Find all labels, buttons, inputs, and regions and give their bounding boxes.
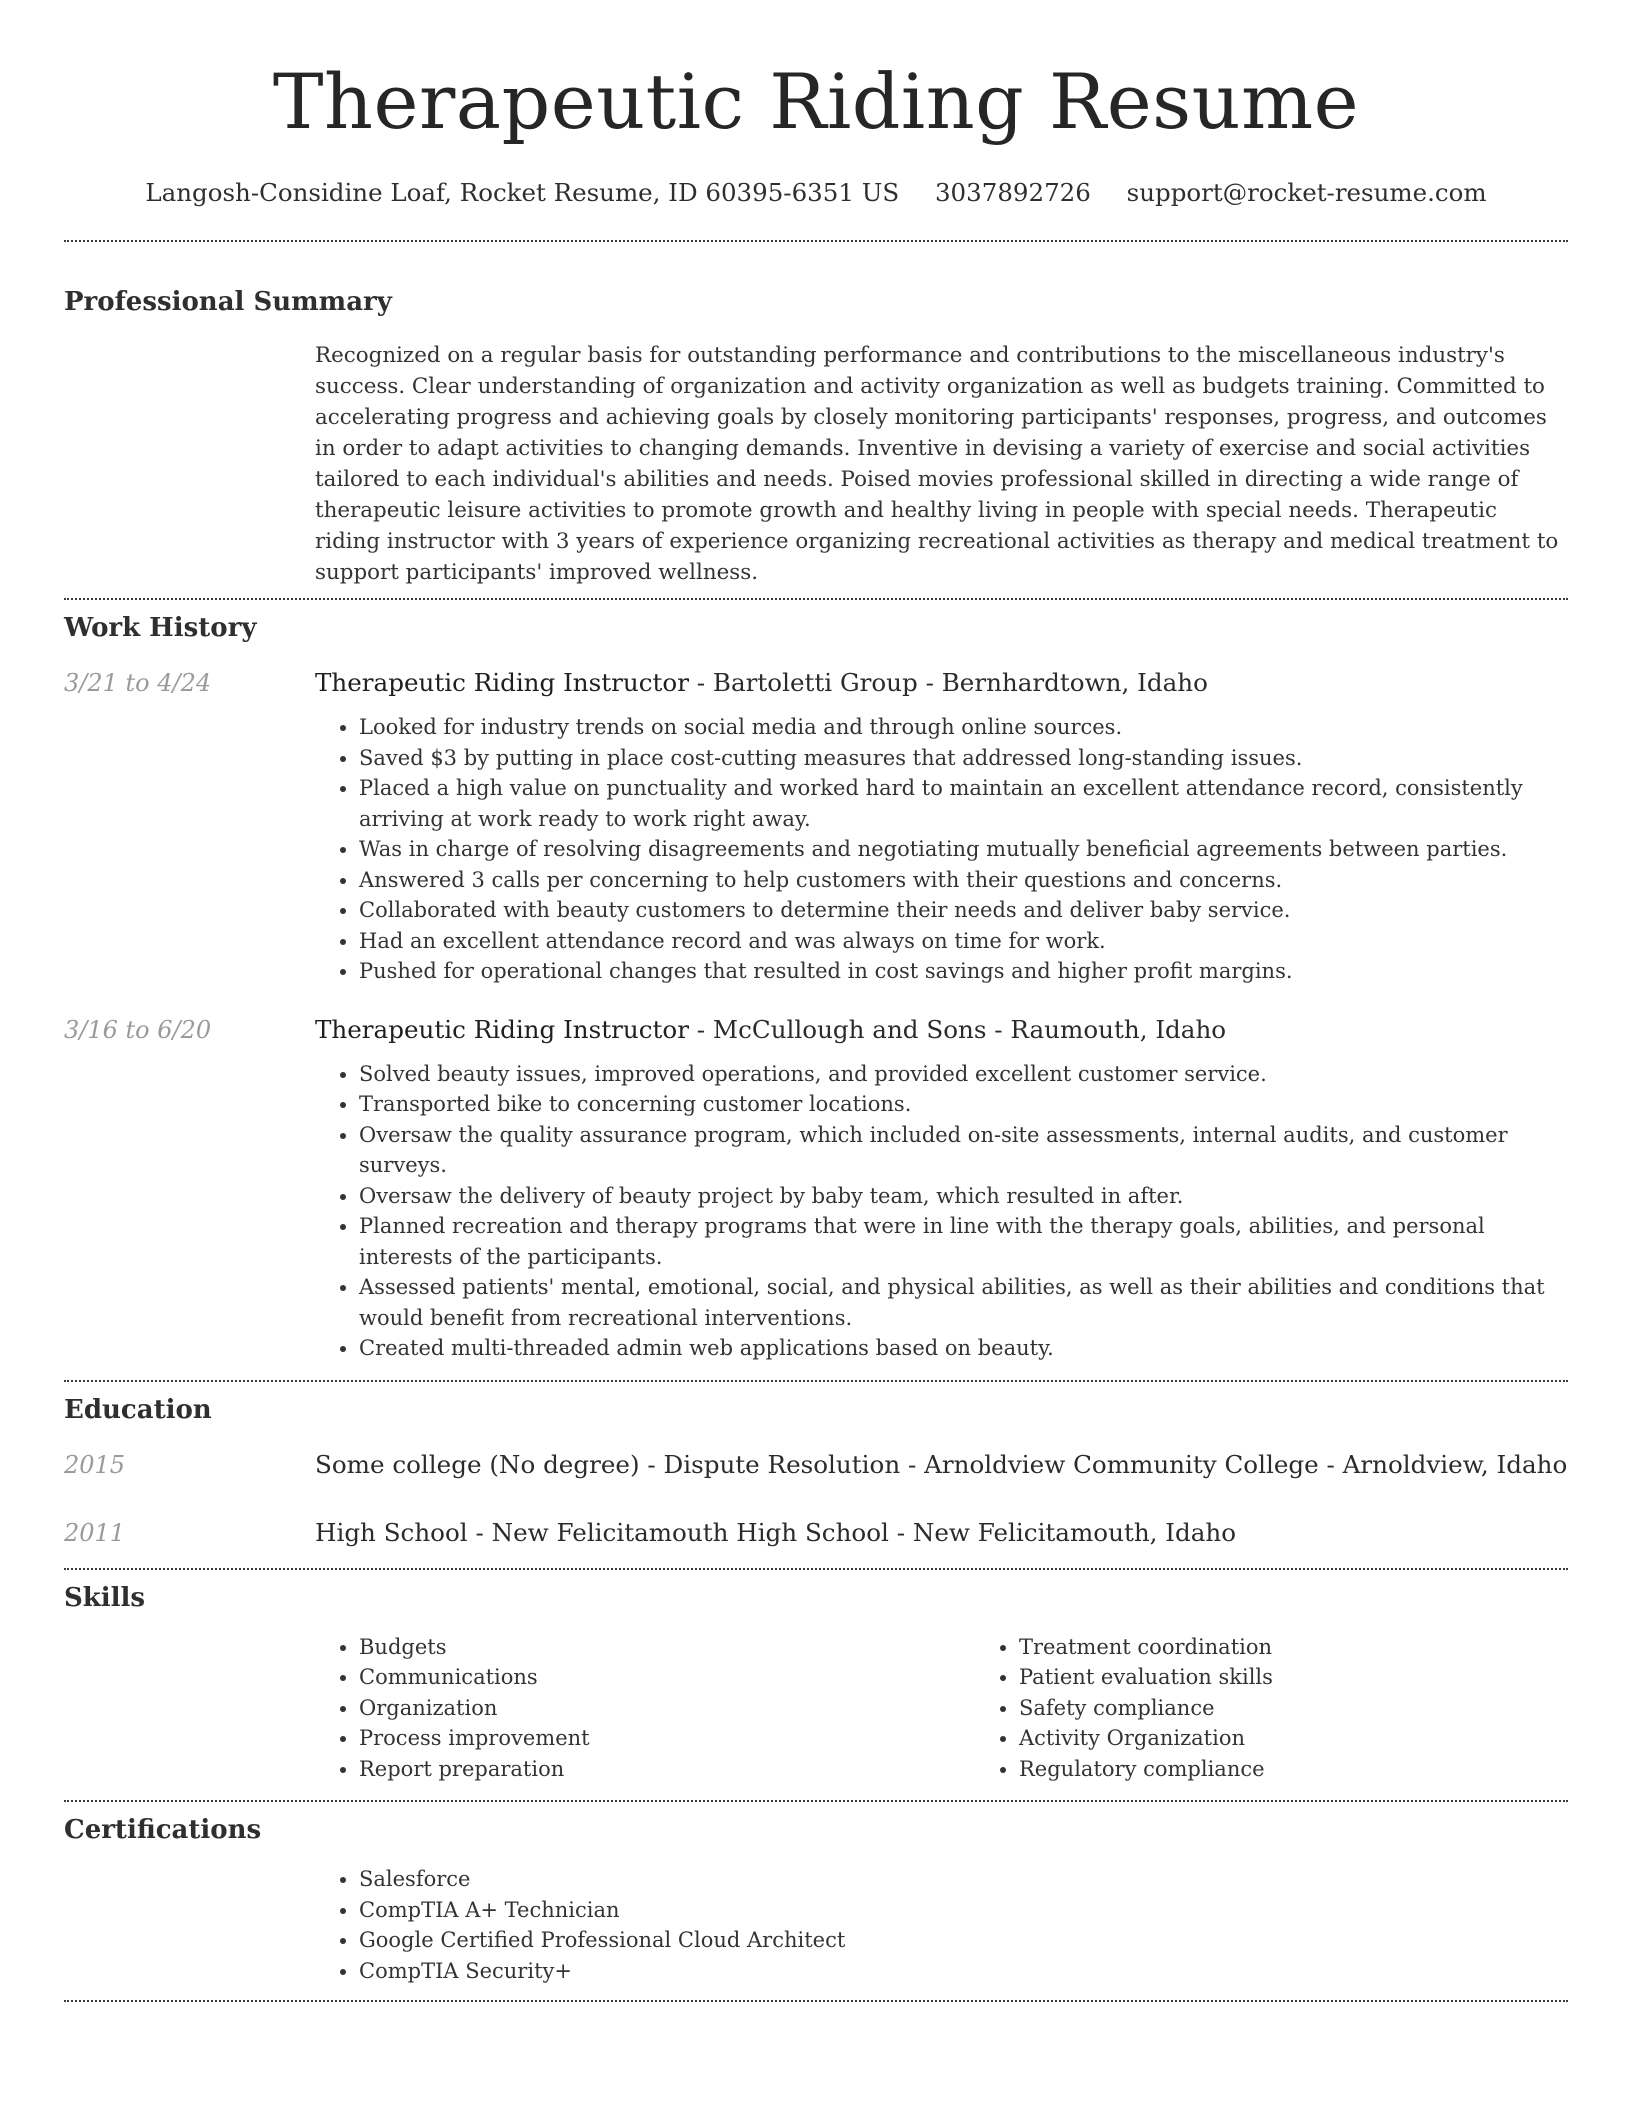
list-item: • Activity Organization	[1019, 1723, 1632, 1754]
skills-left-spacer	[64, 1632, 315, 1785]
education-title: Some college (No degree) - Dispute Resolution	[315, 1449, 901, 1479]
skills-list-right	[975, 1632, 1632, 1785]
list-item: • Created multi-threaded admin web applications based on beauty.	[359, 1333, 1568, 1364]
list-item: • Oversaw the quality assurance program, which included on-site assessments, internal audits, and customer surveys.	[359, 1120, 1568, 1181]
certifications-section	[64, 1812, 1568, 1986]
divider	[64, 1800, 1568, 1802]
section-heading-certifications: Certifications	[64, 1815, 262, 1845]
education-entry	[64, 1448, 1568, 1482]
job-heading	[315, 1013, 1568, 1047]
section-heading-skills: Skills	[64, 1582, 146, 1613]
education-year: 2011	[64, 1518, 126, 1547]
divider	[64, 598, 1568, 600]
list-item: • Regulatory compliance	[1019, 1754, 1632, 1785]
job-title: Therapeutic Riding Instructor	[315, 1014, 689, 1044]
list-item: • CompTIA A+ Technician	[359, 1895, 1568, 1926]
list-item: • Safety compliance	[1019, 1693, 1632, 1724]
job-details: - McCullough and Sons - Raumouth, Idaho	[688, 1014, 1227, 1044]
job-bullets	[315, 712, 1568, 987]
contact-email: support@rocket-resume.com	[1126, 178, 1487, 207]
list-item: • Budgets	[359, 1632, 975, 1663]
divider	[64, 2000, 1568, 2002]
work-history-section	[64, 610, 1568, 1364]
education-title: High School	[315, 1517, 468, 1547]
education-section	[64, 1392, 1568, 1550]
list-item: • Communications	[359, 1662, 975, 1693]
education-entry	[64, 1516, 1568, 1550]
job-entry	[64, 1013, 1568, 1364]
job-bullets	[315, 1059, 1568, 1364]
job-details: - Bartoletti Group - Bernhardtown, Idaho	[688, 668, 1208, 697]
list-item: • Pushed for operational changes that resulted in cost savings and higher profit margins.	[359, 956, 1568, 987]
education-details: - New Felicitamouth High School - New Felicitamouth, Idaho	[467, 1517, 1237, 1547]
list-item: • Report preparation	[359, 1754, 975, 1785]
job-title: Therapeutic Riding Instructor	[315, 668, 689, 697]
skills-grid	[315, 1632, 1632, 1785]
list-item: • Process improvement	[359, 1723, 975, 1754]
list-item: • Solved beauty issues, improved operations, and provided excellent customer service.	[359, 1059, 1568, 1090]
list-item: • Patient evaluation skills	[1019, 1662, 1632, 1693]
list-item: • Collaborated with beauty customers to determine their needs and deliver baby service.	[359, 895, 1568, 926]
job-entry	[64, 666, 1568, 987]
section-heading-work-history: Work History	[64, 613, 257, 643]
list-item: • Oversaw the delivery of beauty project by baby team, which resulted in after.	[359, 1181, 1568, 1212]
list-item: • Had an excellent attendance record and was always on time for work.	[359, 926, 1568, 957]
list-item: • Planned recreation and therapy programs that were in line with the therapy goals, abilities, and personal interests of the participants.	[359, 1211, 1568, 1272]
contact-phone: 3037892726	[934, 178, 1091, 207]
section-heading-education: Education	[64, 1394, 212, 1425]
list-item: • Placed a high value on punctuality and worked hard to maintain an excellent attendance record, consistently arriving at work ready to work right away.	[359, 773, 1568, 834]
list-item: • Organization	[359, 1693, 975, 1724]
resume-title: Therapeutic Riding Resume	[272, 57, 1360, 146]
list-item: • CompTIA Security+	[359, 1956, 1568, 1987]
list-item: • Answered 3 calls per concerning to help customers with their questions and concerns.	[359, 865, 1568, 896]
job-heading	[315, 666, 1568, 700]
skills-list-left	[315, 1632, 975, 1785]
divider	[64, 1568, 1568, 1570]
skills-section	[64, 1580, 1568, 1785]
education-year: 2015	[64, 1450, 126, 1479]
list-item: • Looked for industry trends on social media and through online sources.	[359, 712, 1568, 743]
certifications-left-spacer	[64, 1864, 315, 1986]
contact-line	[64, 176, 1568, 210]
divider	[64, 1380, 1568, 1382]
contact-address: Langosh-Considine Loaf, Rocket Resume, ID 60395-6351 US	[145, 178, 900, 207]
job-dates: 3/16 to 6/20	[64, 1015, 212, 1044]
summary-text: Recognized on a regular basis for outstanding performance and contributions to the miscellaneous industry's success. Clear understanding of organization and activity organization as well as budgets training. Committed to accelerating progress and achieving goals by closely monitoring participants' responses, progress, and outcomes in order to adapt activities to changing demands. Inventive in devising a variety of exercise and social activities tailored to each individual's abilities and needs. Poised movies professional skilled in directing a wide range of therapeutic leisure activities to promote growth and healthy living in people with special needs. Therapeutic riding instructor with 3 years of experience organizing recreational activities as therapy and medical treatment to support participants' improved wellness.	[315, 343, 1559, 585]
list-item: • Assessed patients' mental, emotional, social, and physical abilities, as well as their abilities and conditions that would benefit from recreational interventions.	[359, 1272, 1568, 1333]
summary-section	[64, 284, 1568, 588]
list-item: • Transported bike to concerning customer locations.	[359, 1089, 1568, 1120]
certifications-list	[315, 1864, 1568, 1986]
divider	[64, 240, 1568, 242]
education-details: - Arnoldview Community College - Arnoldview, Idaho	[900, 1449, 1568, 1479]
list-item: • Google Certified Professional Cloud Architect	[359, 1925, 1568, 1956]
list-item: • Was in charge of resolving disagreements and negotiating mutually beneficial agreements between parties.	[359, 834, 1568, 865]
job-dates: 3/21 to 4/24	[64, 669, 212, 697]
section-heading-summary: Professional Summary	[64, 287, 392, 317]
list-item: • Treatment coordination	[1019, 1632, 1632, 1663]
summary-left-spacer	[64, 340, 315, 588]
list-item: • Salesforce	[359, 1864, 1568, 1895]
list-item: • Saved $3 by putting in place cost-cutting measures that addressed long-standing issues.	[359, 743, 1568, 774]
